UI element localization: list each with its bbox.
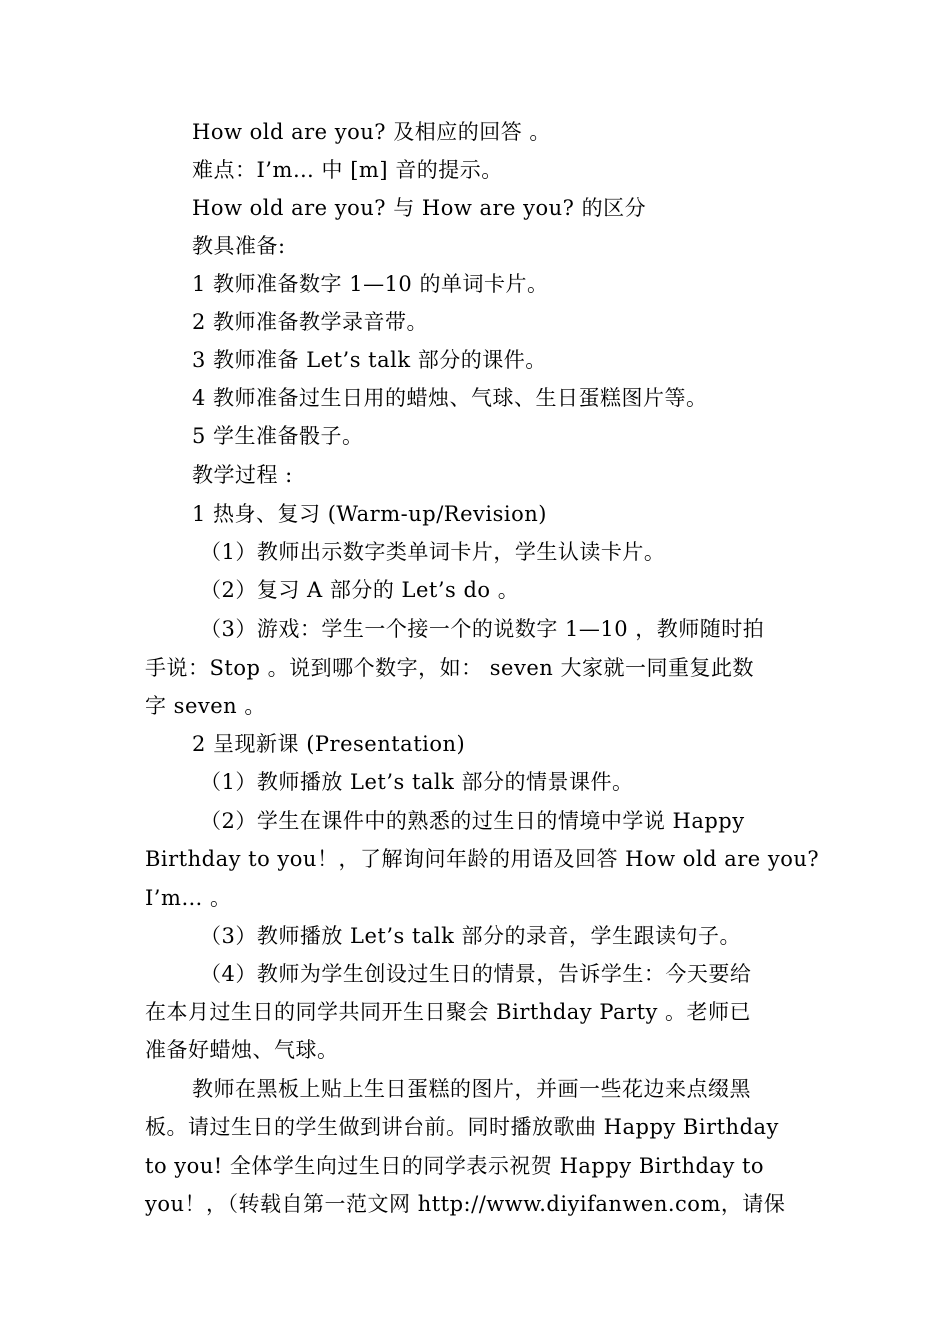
text-line: 1 热身、复习 (Warm-up/Revision) — [192, 502, 547, 526]
text-line: Birthday to you！，了解询问年龄的用语及回答 How old are you? — [145, 847, 820, 871]
text-line: 4 教师准备过生日用的蜡烛、气球、生日蛋糕图片等。 — [192, 386, 708, 410]
text-line: 教学过程 : — [192, 463, 293, 487]
text-line: 在本月过生日的同学共同开生日聚会 Birthday Party 。老师已 — [145, 1000, 752, 1024]
text-line: （1）教师播放 Let’s talk 部分的情景课件。 — [200, 770, 634, 794]
text-line: （2）复习 A 部分的 Let’s do 。 — [200, 578, 520, 602]
text-line: 手说：Stop 。说到哪个数字，如： seven 大家就一同重复此数 — [145, 656, 754, 680]
text-line: 教具准备: — [192, 234, 286, 258]
text-line: 5 学生准备骰子。 — [192, 424, 364, 448]
text-line: （3）游戏：学生一个接一个的说数字 1—10 ，教师随时拍 — [200, 617, 765, 641]
text-line: 1 教师准备数字 1—10 的单词卡片。 — [192, 272, 549, 296]
text-line: 准备好蜡烛、气球。 — [145, 1038, 339, 1062]
text-line: How old are you? 及相应的回答 。 — [192, 120, 551, 144]
text-line: （1）教师出示数字类单词卡片，学生认读卡片。 — [200, 540, 666, 564]
text-line: （4）教师为学生创设过生日的情景，告诉学生：今天要给 — [200, 962, 752, 986]
text-line: 字 seven 。 — [145, 694, 266, 718]
text-line: 难点：I’m… 中 [m] 音的提示。 — [192, 158, 503, 182]
text-line: 教师在黑板上贴上生日蛋糕的图片，并画一些花边来点缀黑 — [192, 1077, 751, 1101]
text-line: 板。请过生日的学生做到讲台前。同时播放歌曲 Happy Birthday — [145, 1115, 779, 1139]
text-line: How old are you? 与 How are you? 的区分 — [192, 196, 647, 220]
text-line: to you! 全体学生向过生日的同学表示祝贺 Happy Birthday to — [145, 1154, 765, 1178]
text-line: （2）学生在课件中的熟悉的过生日的情境中学说 Happy — [200, 809, 745, 833]
text-line: 3 教师准备 Let’s talk 部分的课件。 — [192, 348, 547, 372]
text-line: 2 呈现新课 (Presentation) — [192, 732, 466, 756]
text-line: 2 教师准备教学录音带。 — [192, 310, 429, 334]
text-line: you！，（转载自第一范文网 http://www.diyifanwen.com，请保 — [145, 1192, 786, 1216]
text-line: I’m… 。 — [145, 886, 232, 910]
text-line: （3）教师播放 Let’s talk 部分的录音，学生跟读句子。 — [200, 924, 742, 948]
